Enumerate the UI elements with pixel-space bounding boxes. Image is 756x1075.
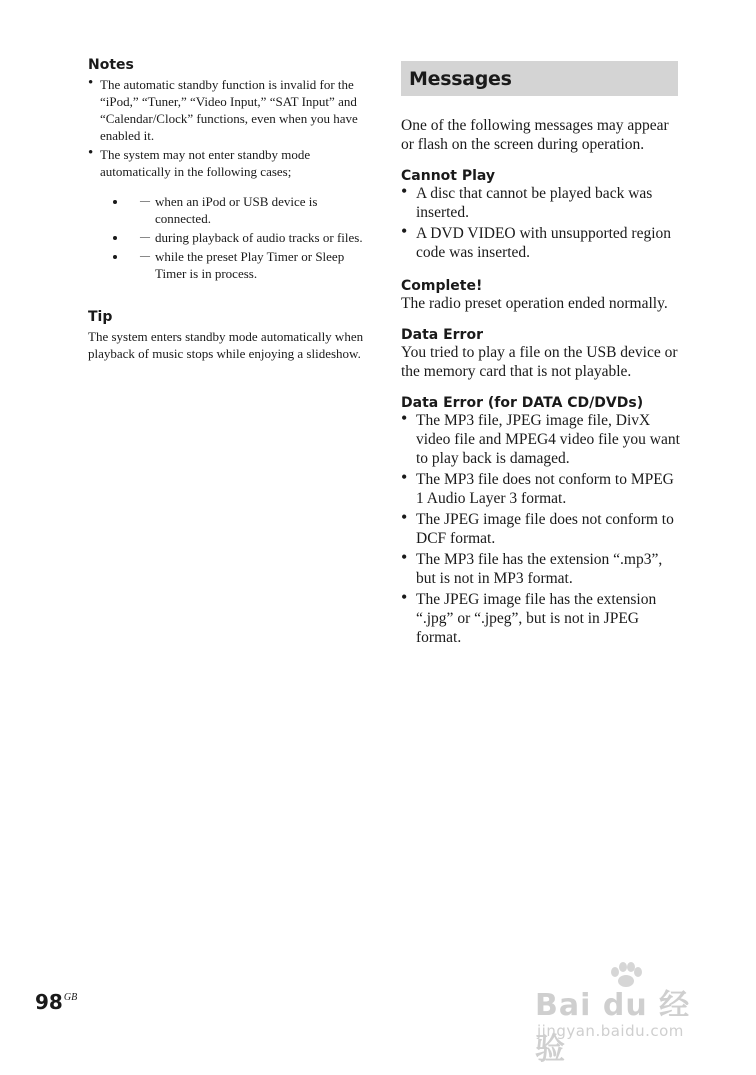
watermark-url: jingyan.baidu.com — [537, 1022, 684, 1040]
data-error-cd-heading: Data Error (for DATA CD/DVDs) — [401, 395, 644, 411]
case-item: — • while the preset Play Timer or Sleep Timer is in process. — [128, 248, 368, 282]
watermark-main: Bai du 经验 — [535, 988, 691, 1067]
data-error-heading: Data Error — [401, 327, 483, 343]
cannot-play-list — [401, 184, 681, 262]
message-item: • The MP3 file does not conform to MPEG 1 Audio Layer 3 format. — [401, 470, 681, 508]
note-item: • The system may not enter standby mode automatically in the following cases; — [88, 146, 368, 180]
section-title: Messages — [409, 67, 512, 90]
notes-heading: Notes — [88, 57, 134, 73]
left-column — [88, 57, 368, 362]
section-title-bar — [401, 61, 678, 96]
case-item: — • during playback of audio tracks or files. — [128, 229, 368, 246]
complete-text: The radio preset operation ended normally. — [401, 295, 668, 312]
page-number — [35, 990, 77, 1014]
message-item: • A disc that cannot be played back was inserted. — [401, 184, 681, 222]
message-item: • The MP3 file, JPEG image file, DivX video file and MPEG4 video file you want to play back is damaged. — [401, 411, 681, 468]
data-error-text: You tried to play a file on the USB device or the memory card that is not playable. — [401, 344, 678, 380]
message-item: • A DVD VIDEO with unsupported region code was inserted. — [401, 224, 681, 262]
cannot-play-heading: Cannot Play — [401, 168, 496, 184]
tip-heading: Tip — [88, 309, 113, 325]
notes-list — [88, 76, 368, 180]
page-number-suffix: GB — [63, 992, 78, 1003]
data-error-cd-list — [401, 411, 681, 647]
message-item: • The JPEG image file has the extension “.jpg” or “.jpeg”, but is not in JPEG format. — [401, 590, 681, 647]
complete-heading: Complete! — [401, 278, 483, 294]
right-column — [401, 61, 681, 649]
note-item: • The automatic standby function is invalid for the “iPod,” “Tuner,” “Video Input,” “SAT Input” and “Calendar/Clock” functions, even when you have enabled it. — [88, 76, 368, 144]
baidu-watermark — [535, 962, 715, 1067]
tip-text: The system enters standby mode automatically when playback of music stops while enjoying a slideshow. — [88, 329, 364, 361]
standby-cases-list — [88, 193, 368, 282]
page-number-value: 98 — [35, 990, 63, 1014]
message-item: • The JPEG image file does not conform to DCF format. — [401, 510, 681, 548]
message-item: • The MP3 file has the extension “.mp3”, but is not in MP3 format. — [401, 550, 681, 588]
intro-text: One of the following messages may appear or flash on the screen during operation. — [401, 117, 669, 153]
case-item: — • when an iPod or USB device is connected. — [128, 193, 368, 227]
